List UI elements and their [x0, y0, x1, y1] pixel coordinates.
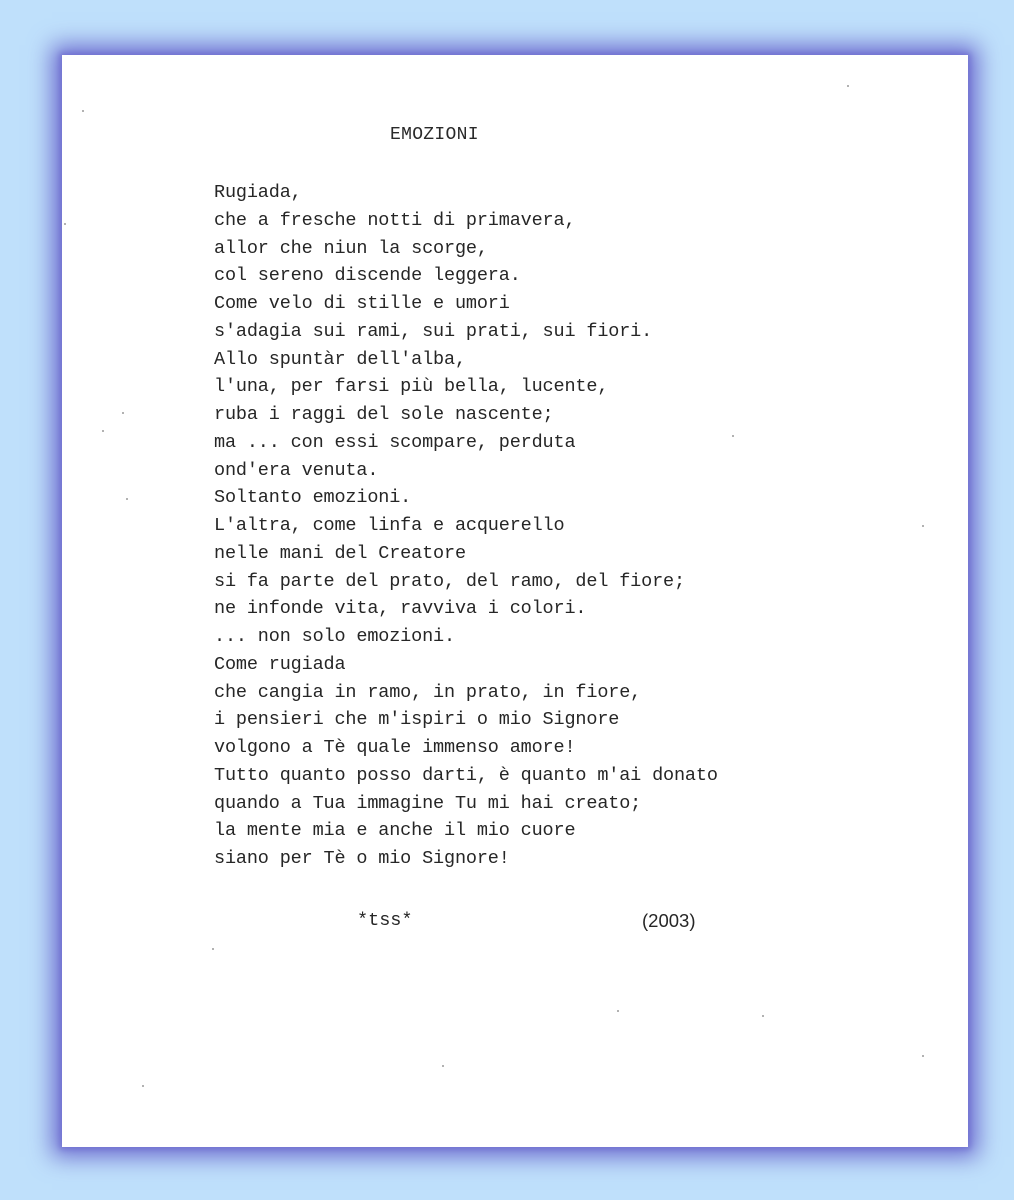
scan-speck	[212, 948, 214, 950]
scan-speck	[64, 223, 66, 225]
scan-speck	[762, 1015, 764, 1017]
poem-line: volgono a Tè quale immenso amore!	[214, 737, 576, 758]
poem-line: siano per Tè o mio Signore!	[214, 848, 510, 869]
author-signature: *tss*	[357, 910, 413, 931]
scan-speck	[847, 85, 849, 87]
scan-speck	[732, 435, 734, 437]
poem-line: ond'era venuta.	[214, 459, 379, 481]
scan-speck	[922, 1055, 924, 1057]
poem-year: (2003)	[642, 910, 696, 931]
poem-line: l'una, per farsi più bella, lucente,	[214, 376, 609, 398]
scan-speck	[442, 1065, 444, 1067]
scan-speck	[142, 1085, 144, 1087]
poem-line: Come rugiada	[214, 653, 346, 675]
poem-line: che a fresche notti di primavera,	[214, 209, 576, 231]
poem-line: s'adagia sui rami, sui prati, sui fiori.	[214, 320, 653, 342]
poem-line: nelle mani del Creatore	[214, 542, 466, 564]
scan-speck	[102, 430, 104, 432]
scan-speck	[122, 412, 124, 414]
poem-line: ne infonde vita, ravviva i colori.	[214, 598, 587, 620]
poem-line: Come velo di stille e umori	[214, 293, 510, 314]
poem-line: allor che niun la scorge,	[214, 237, 488, 259]
poem-line: i pensieri che m'ispiri o mio Signore	[214, 709, 620, 731]
poem-line: ruba i raggi del sole nascente;	[214, 404, 554, 425]
poem-line: col sereno discende leggera.	[214, 265, 521, 287]
poem-line: ma ... con essi scompare, perduta	[214, 431, 576, 453]
poem-line: che cangia in ramo, in prato, in fiore,	[214, 681, 642, 703]
poem-body	[214, 179, 718, 873]
poem-title: EMOZIONI	[390, 125, 479, 145]
poem-line: Rugiada,	[214, 182, 302, 203]
scan-speck	[617, 1010, 619, 1012]
poem-line: la mente mia e anche il mio cuore	[214, 820, 576, 842]
poem-line: Allo spuntàr dell'alba,	[214, 348, 466, 370]
poem-line: Soltanto emozioni.	[214, 487, 412, 509]
poem-line: Tutto quanto posso darti, è quanto m'ai donato	[214, 764, 718, 786]
poem-line: L'altra, come linfa e acquerello	[214, 515, 565, 536]
poem-line: si fa parte del prato, del ramo, del fiore;	[214, 570, 685, 592]
scan-speck	[126, 498, 128, 500]
poem-line: ... non solo emozioni.	[214, 626, 455, 647]
scan-speck	[922, 525, 924, 527]
scan-speck	[82, 110, 84, 112]
poem-line: quando a Tua immagine Tu mi hai creato;	[214, 792, 642, 814]
document-page	[62, 55, 968, 1147]
